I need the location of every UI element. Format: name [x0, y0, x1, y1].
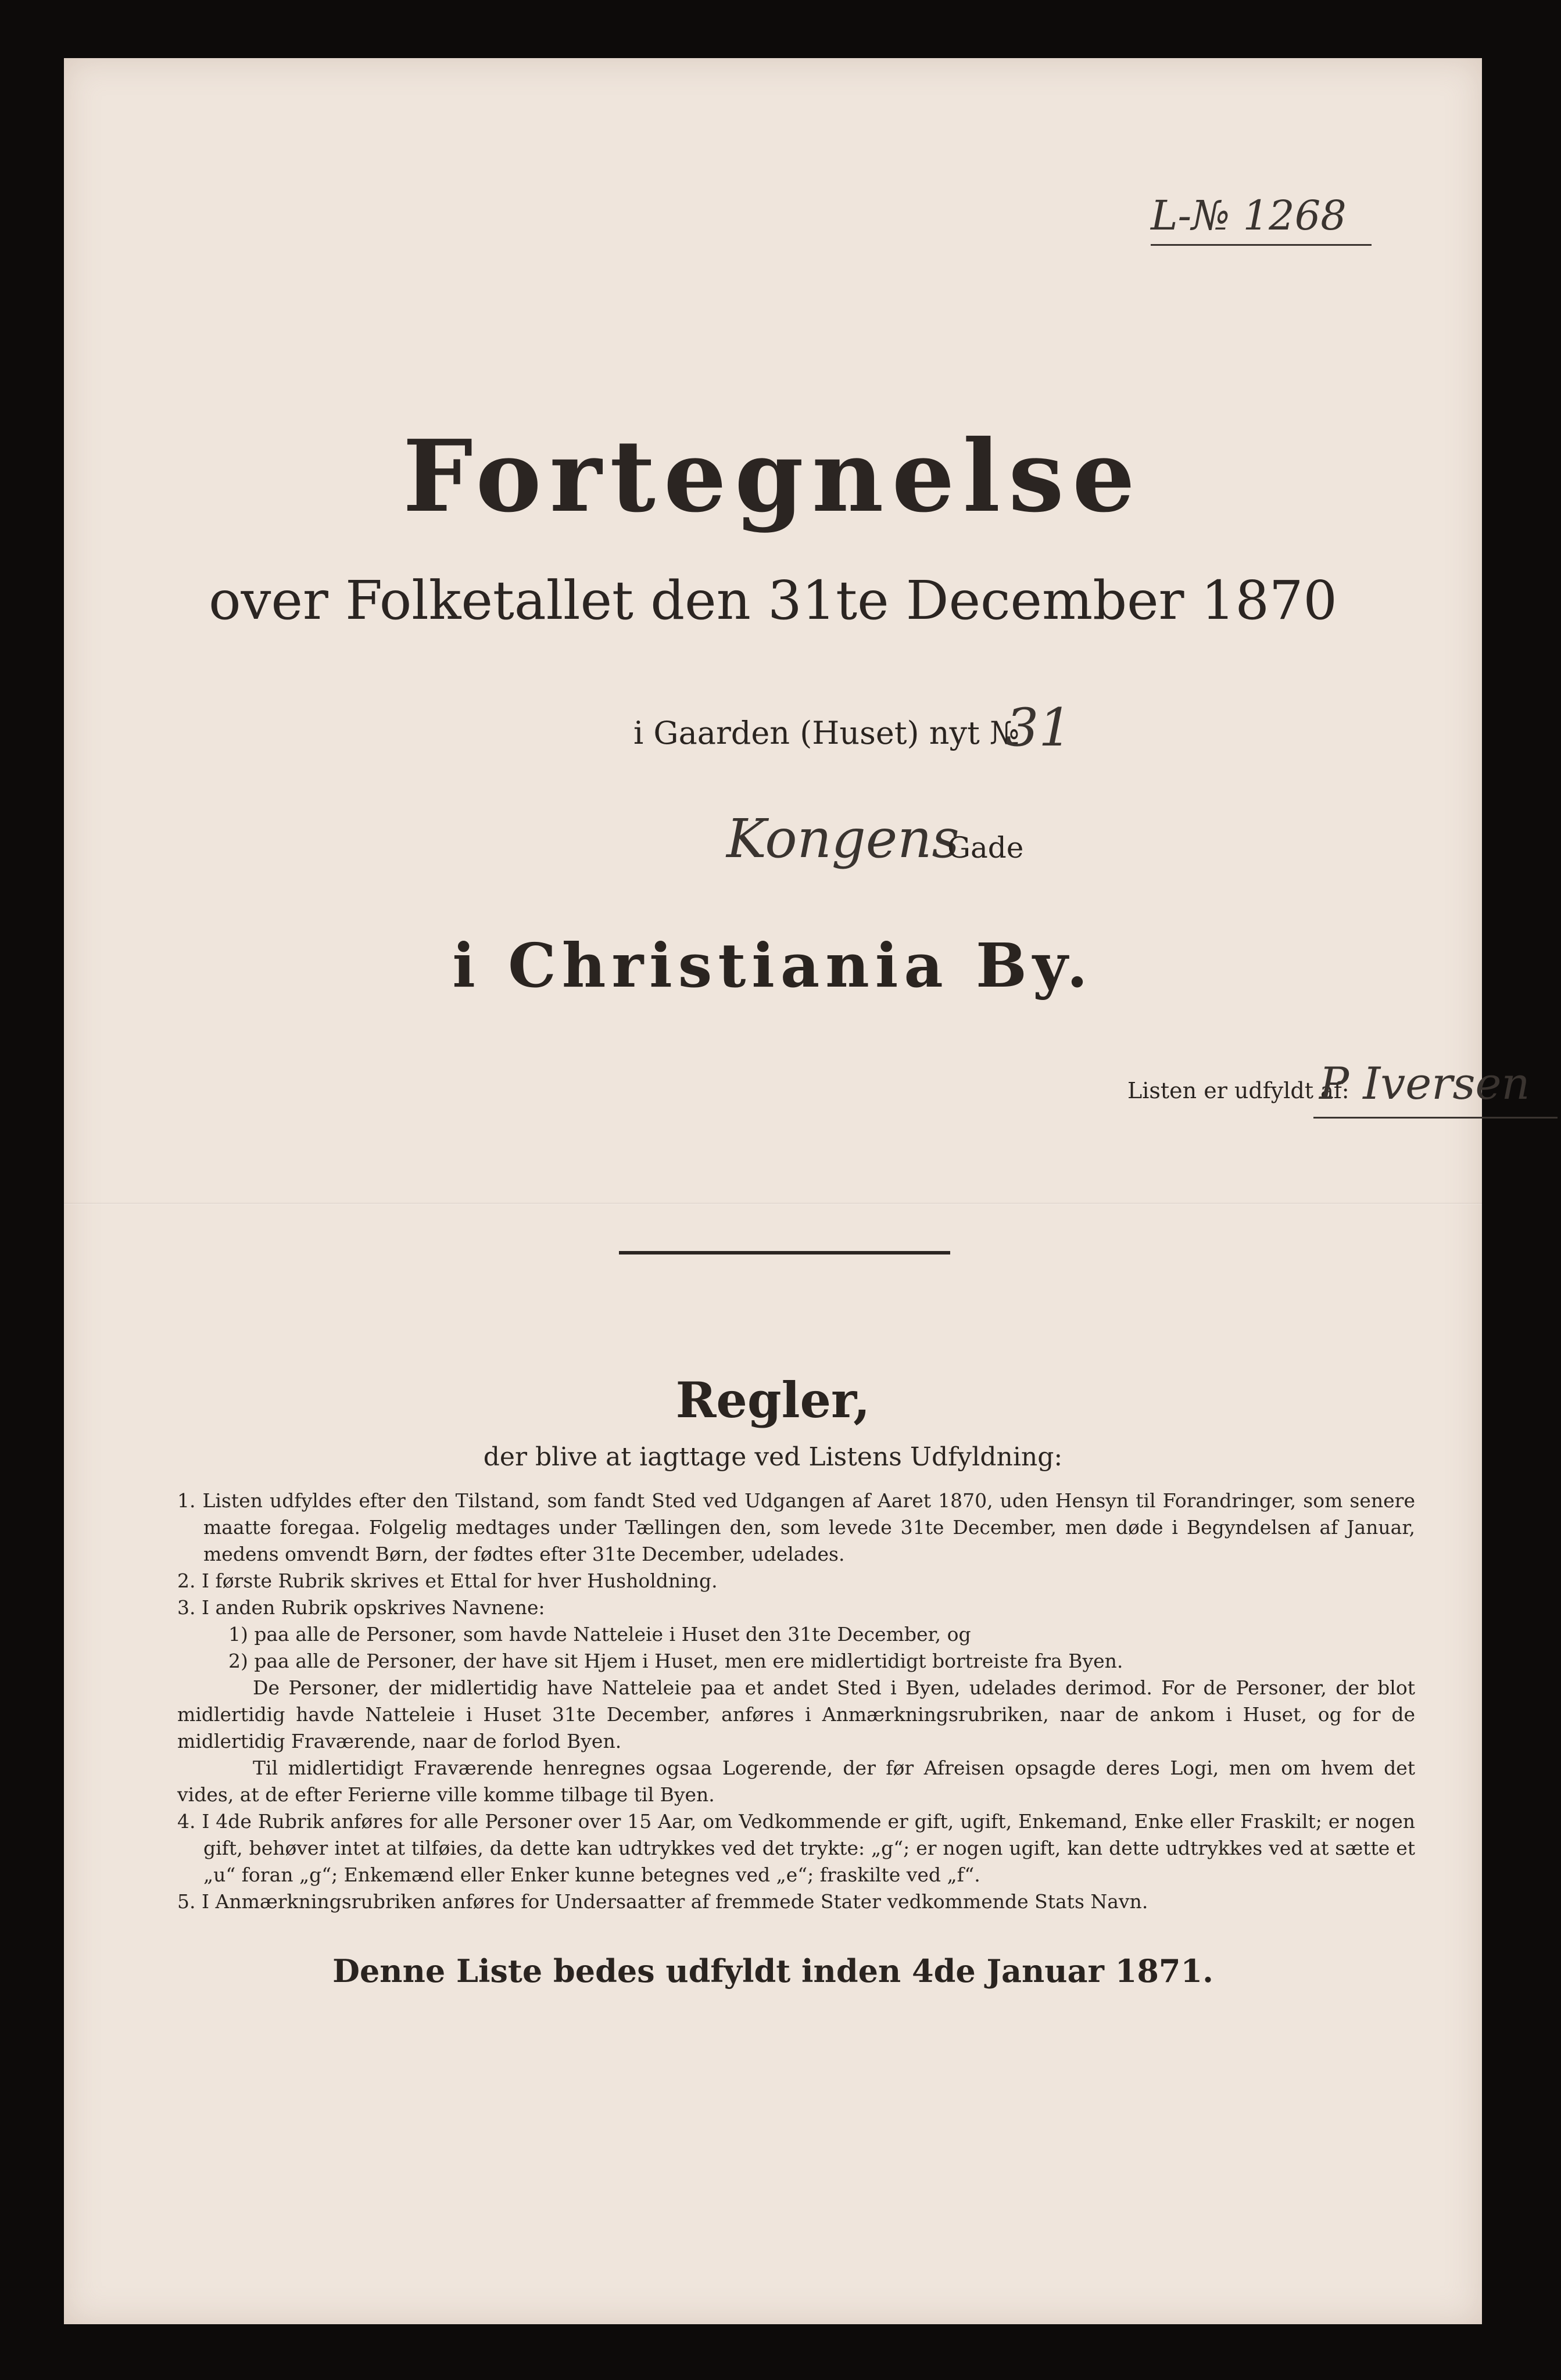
- rule-paragraph: Til midlertidigt Fraværende henregnes ogsaa Logerende, der før Afreisen opsagde deres Logi, men om hvem det vides, at de efter Ferierne ville komme tilbage til Byen.: [177, 1757, 1415, 1806]
- address-label: i Gaarden (Huset) nyt №: [633, 715, 1020, 751]
- page-title: Fortegnelse: [402, 418, 1144, 535]
- rule-subitem: 1) paa alle de Personer, som havde Natteleie i Huset den 31te December, og: [228, 1623, 971, 1646]
- deadline-notice: Denne Liste bedes udfyldt inden 4de Januar 1871.: [332, 1952, 1213, 1990]
- page-subtitle: over Folketallet den 31te December 1870: [209, 569, 1337, 632]
- filled-by-label: Listen er udfyldt af:: [1127, 1078, 1349, 1103]
- street-name-handwritten: Kongens: [726, 808, 959, 870]
- rule-paragraph: De Personer, der midlertidig have Natteleie paa et andet Sted i Byen, udelades derimod. For de Personer, der blot midlertidig havde Natteleie i Huset 31te December, anføres i Anmærkningsrubriken, naar de ankom i Huset, og for de midlertidig Fraværende, naar de forlod Byen.: [177, 1676, 1415, 1752]
- rule-item: 2. I første Rubrik skrives et Ettal for hver Husholdning.: [177, 1569, 718, 1592]
- street-type-label: Gade: [947, 831, 1024, 865]
- rule-item: 5. I Anmærkningsrubriken anføres for Undersaatter af fremmede Stater vedkommende Stats Navn.: [177, 1890, 1148, 1913]
- rules-list: [177, 1488, 1415, 1915]
- rules-title: Regler,: [675, 1371, 871, 1429]
- city-line: i Christiania By.: [452, 930, 1094, 1001]
- paper-fold: [64, 1203, 1482, 1205]
- rules-subtitle: der blive at iagttage ved Listens Udfyldning:: [483, 1442, 1063, 1472]
- rule-item: 3. I anden Rubrik opskrives Navnene:: [177, 1596, 545, 1619]
- rule-item: 4. I 4de Rubrik anføres for alle Personer over 15 Aar, om Vedkommende er gift, ugift, Enkemand, Enke eller Fraskilt; er nogen gift, behøver intet at tilføies, da dette kan udtrykkes ved det trykte: „g“; er nogen ugift, kan dette udtrykkes ved at sætte et „u“ foran „g“; Enkemænd eller Enker kunne betegnes ved „e“; fraskilte ved „f“.: [177, 1810, 1415, 1886]
- reference-underline: [1151, 244, 1372, 246]
- rule-subitem: 2) paa alle de Personer, der have sit Hjem i Huset, men ere midlertidigt bortreiste fra Byen.: [228, 1650, 1123, 1672]
- rule-item: 1. Listen udfyldes efter den Tilstand, som fandt Sted ved Udgangen af Aaret 1870, uden Hensyn til Forandringer, som senere maatte foregaa. Folgelig medtages under Tællingen den, som levede 31te December, men døde i Begyndelsen af Januar, medens omvendt Børn, der fødtes efter 31te December, udelades.: [177, 1489, 1415, 1565]
- reference-number: L-№ 1268: [1151, 192, 1347, 239]
- filled-by-signature: P Iversen: [1319, 1058, 1530, 1109]
- signature-underline: [1313, 1117, 1558, 1119]
- section-divider: [619, 1251, 950, 1254]
- house-number: 31: [1005, 697, 1072, 758]
- census-form-page: [64, 58, 1530, 2324]
